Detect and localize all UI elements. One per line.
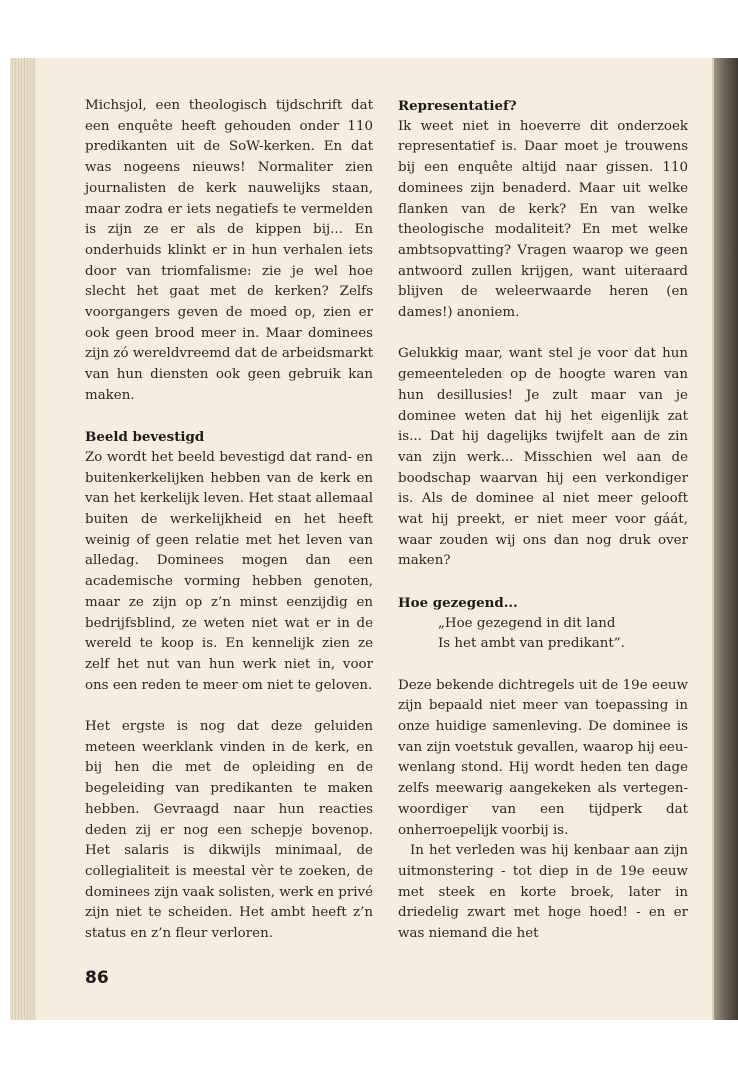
heading-representatief: Representatief? (398, 98, 517, 114)
poem-quote (398, 614, 688, 655)
right-paragraph-3: Deze bekende dichtregels uit de 19e eeuw zijn bepaald niet meer van toepassing in onze huidige samenleving. De dominee is van zijn voetstuk gevallen, waarop hij eeuwenlang stond. Hij wordt heden ten dage zelfs meewarig aangekeken als vertegenwoordiger van een tijdperk dat onherroepelijk voorbij is. (398, 677, 688, 838)
facing-page-shadow (714, 58, 738, 1020)
quote-line-1: „Hoe gezegend in dit land (438, 615, 616, 631)
left-column (85, 96, 373, 945)
right-paragraph-1: Ik weet niet in hoeverre dit onderzoek representatief is. Daar moet je trouwens bij een enquête altijd naar gissen. 110 dominees zijn benaderd. Maar uit welke flanken van de kerk? En van welke theologische modaliteit? En met welke ambtsopvatting? Vragen waarop we geen antwoord zullen krijgen, want uiteraard blijven de weleerwaarde heren (en dames!) anoniem. (398, 118, 688, 321)
left-paragraph-3: Het ergste is nog dat deze geluiden meteen weerklank vinden in de kerk, en bij hen die met de opleiding en de begeleiding van predikanten te maken hebben. Gevraagd naar hun reacties deden zij er nog een schepje bovenop. Het salaris is dikwijls minimaal, de collegialiteit is meestal vèr te zoeken, de dominees zijn vaak solisten, werk en privé zijn niet te scheiden. Het ambt heeft z’n status en z’n fleur verloren. (85, 719, 374, 942)
heading-beeld-bevestigd: Beeld bevestigd (85, 429, 205, 446)
right-paragraph-4: In het verleden was hij kenbaar aan zijn uitmonstering - tot diep in de 19e eeuw met steek en korte broek, later in driedelig zwart met hoge hoed! - en er was niemand die het (398, 843, 688, 942)
left-paragraph-1: Michsjol, een theologisch tijdschrift dat een enquête heeft gehouden onder 110 predikanten uit de SoW-kerken. En dat was nogeens nieuws! Normaliter zien journalisten de kerk nauwelijks staan, maar zodra er iets negatiefs te vermelden is zijn ze er als de kippen bij... En onderhuids klinkt er in hun verhalen iets door van triomfalisme: zie je wel hoe slecht het gaat met de kerken? Zelfs voorgangers geven de moed op, zien er ook geen brood meer in. Maar dominees zijn zó wereldvreemd dat de arbeidsmarkt van hun diensten ook geen gebruik kan maken. (85, 98, 373, 403)
right-paragraph-2: Gelukkig maar, want stel je voor dat hun gemeenteleden op de hoogte waren van hun desillusies! Je zult maar van je dominee weten dat hij het eigenlijk zat is... Dat hij dagelijks twijfelt aan de zin van zijn werk... Misschien wel aan de boodschap waarvan hij een verkondiger is. Als de dominee al niet meer gelooft wat hij preekt, er niet meer voor gáát, waar zouden wij ons dan nog druk over maken? (398, 346, 688, 569)
quote-line-2: Is het ambt van predikant”. (438, 636, 625, 652)
left-paragraph-2: Zo wordt het beeld bevestigd dat rand- en buitenkerkelijken hebben van de kerk en van het kerkelijk leven. Het staat allemaal buiten de werkelijkheid en het heeft weinig of geen relatie met het leven van alledag. Dominees mogen dan een academische vorming hebben genoten, maar ze zijn op z’n minst eenzijdig en bedrijfsblind, ze weten niet wat er in de wereld te koop is. En kennelijk zien ze zelf het nut van hun werk niet in, voor ons een reden te meer om niet te geloven. (85, 449, 373, 693)
heading-hoe-gezegend: Hoe gezegend... (398, 594, 518, 611)
right-column (398, 96, 688, 945)
page-number: 86 (85, 968, 109, 988)
page-edge-stack (10, 58, 36, 1020)
